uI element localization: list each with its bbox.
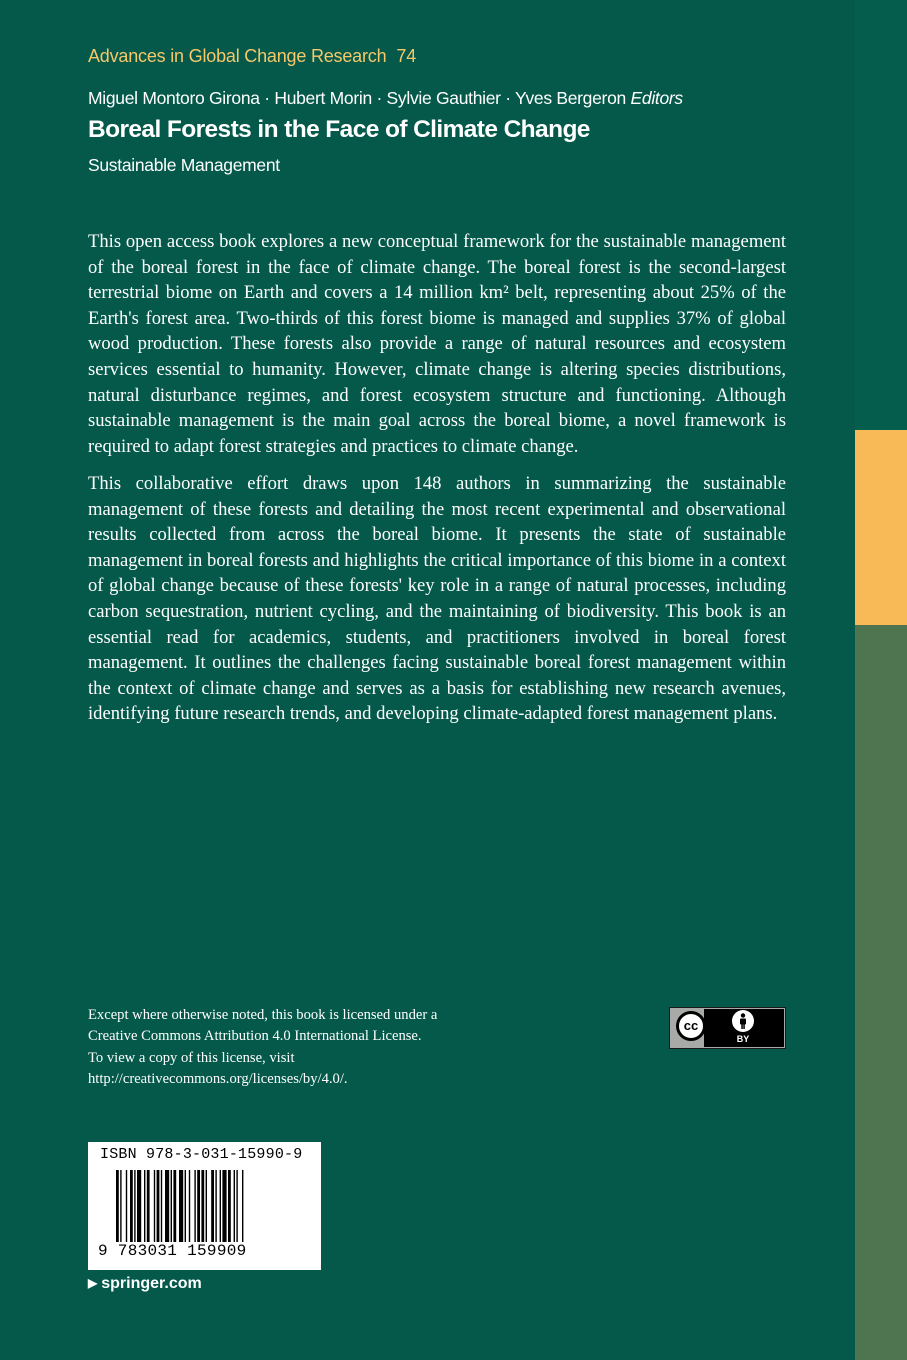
- publisher-link[interactable]: [88, 1275, 202, 1293]
- isbn-barcode-box: [88, 1142, 321, 1270]
- license-notice: [88, 1005, 437, 1091]
- barcode-bar: [161, 1170, 162, 1242]
- by-label: BY: [736, 1034, 750, 1044]
- barcode-bar: [179, 1170, 183, 1242]
- barcode-bar: [189, 1170, 190, 1242]
- barcode-bar: [201, 1170, 204, 1242]
- publisher-url: springer.com: [101, 1275, 202, 1292]
- barcode-bar: [171, 1170, 172, 1242]
- barcode-bar: [236, 1170, 237, 1242]
- barcode-bar: [173, 1170, 176, 1242]
- barcode-bar: [234, 1170, 235, 1242]
- barcode-bar: [154, 1170, 155, 1242]
- barcode-bar: [220, 1170, 221, 1242]
- barcode-bar: [206, 1170, 207, 1242]
- license-url[interactable]: http://creativecommons.org/licenses/by/4.0/.: [88, 1071, 348, 1088]
- barcode-bar: [126, 1170, 127, 1242]
- book-subtitle: Sustainable Management: [88, 155, 280, 175]
- barcode-bar: [157, 1170, 160, 1242]
- barcode-bar: [137, 1170, 141, 1242]
- barcode-bar: [185, 1170, 186, 1242]
- description-paragraph-1: This open access book explores a new conceptual framework for the sustainable management of the boreal forest in the face of climate change. The boreal forest is the second-largest terrestrial biome on Earth and covers a 14 million km² belt, representing about 25% of the Earth's forest area. Two-thirds of this forest biome is managed and supplies 37% of global wood production. These forests also provide a range of natural resources and ecosystem services essential to humanity. However, climate change is altering species distributions, natural disturbance regimes, and forest ecosystem structure and functioning. Although sustainable management is the main goal across the boreal biome, a novel framework is required to adapt forest strategies and practices to climate change.: [88, 231, 786, 457]
- barcode-bar: [147, 1170, 150, 1242]
- description-paragraph-2: This collaborative effort draws upon 148 authors in summarizing the sustainable management of these forests and detailing the most recent experimental and observational results collected from across the boreal biome. It presents the state of sustainable management in boreal forests and highlights the critical importance of this biome in a context of global change because of these forests' key role in a range of natural processes, including carbon sequestration, nutrient cycling, and the maintaining of biodiversity. This book is an essential read for academics, students, and practitioners involved in boreal forest management. It outlines the challenges facing sustainable boreal forest management within the context of climate change and serves as a basis for establishing new research avenues, identifying future research trends, and developing climate-adapted forest management plans.: [88, 473, 786, 725]
- barcode-bar: [130, 1170, 133, 1242]
- barcode-bar: [242, 1170, 243, 1242]
- color-tab-orange: [855, 430, 907, 625]
- barcode-bar: [228, 1170, 231, 1242]
- barcode-bar: [194, 1170, 195, 1242]
- cc-icon: cc: [676, 1011, 706, 1041]
- attribution-person-icon: [732, 1010, 754, 1032]
- series-name: Advances in Global Change Research: [88, 46, 387, 66]
- license-line: To view a copy of this license, visit: [88, 1049, 295, 1066]
- license-line: Except where otherwise noted, this book is licensed under a: [88, 1007, 438, 1023]
- barcode-bar: [215, 1170, 216, 1242]
- barcode-bar: [197, 1170, 200, 1242]
- barcode-bar: [144, 1170, 145, 1242]
- barcode-bar: [134, 1170, 135, 1242]
- barcode-bar: [116, 1170, 119, 1242]
- license-line: Creative Commons Attribution 4.0 International License.: [88, 1028, 422, 1045]
- editors-line: [88, 88, 683, 109]
- color-tab-olive: [855, 625, 907, 1360]
- series-line: [88, 46, 416, 67]
- barcode-digits: 9 783031 159909: [98, 1242, 247, 1260]
- barcode-bar: [165, 1170, 169, 1242]
- book-title: Boreal Forests in the Face of Climate Change: [88, 116, 590, 143]
- barcode-bar: [120, 1170, 121, 1242]
- editors-role: Editors: [630, 88, 683, 108]
- cc-by-badge: [669, 1007, 786, 1049]
- barcode-bar: [222, 1170, 226, 1242]
- editor-names: Miguel Montoro Girona · Hubert Morin · Sylvie Gauthier · Yves Bergeron: [88, 88, 626, 108]
- barcode-bar: [211, 1170, 214, 1242]
- series-volume: 74: [396, 46, 417, 66]
- isbn-label: ISBN 978-3-031-15990-9: [100, 1146, 303, 1163]
- arrow-right-icon: ▶: [88, 1276, 98, 1290]
